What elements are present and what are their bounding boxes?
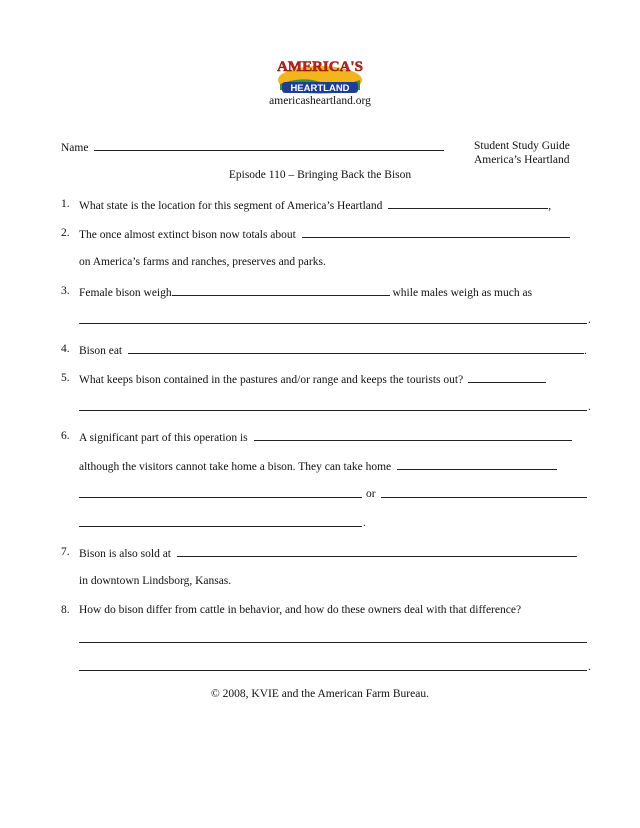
q2-row bbox=[79, 226, 570, 242]
q2-answer[interactable] bbox=[302, 226, 570, 238]
q5-answer[interactable] bbox=[468, 371, 546, 383]
q3-text-2: while males weigh as much as bbox=[392, 287, 533, 299]
q5-end: . bbox=[588, 401, 591, 413]
q6-take-home-answer[interactable] bbox=[397, 458, 557, 470]
q6-row-2 bbox=[79, 458, 557, 474]
episode-title: Episode 110 – Bringing Back the Bison bbox=[228, 169, 412, 181]
q6-or: or bbox=[366, 488, 376, 500]
q3-end: . bbox=[588, 314, 591, 326]
q4-answer[interactable] bbox=[128, 342, 584, 354]
q6-end: . bbox=[363, 517, 366, 529]
q3-female-answer[interactable] bbox=[172, 284, 390, 296]
q6-option-c[interactable] bbox=[79, 526, 362, 527]
q1-end: , bbox=[548, 200, 552, 212]
q8-answer-line1[interactable] bbox=[79, 642, 587, 643]
q1-number: 1. bbox=[61, 198, 70, 210]
q5-answer-line2[interactable] bbox=[79, 410, 587, 411]
q2-continuation: on America’s farms and ranches, preserves and parks. bbox=[79, 256, 326, 268]
footer-copyright: © 2008, KVIE and the American Farm Bureau. bbox=[211, 688, 429, 700]
q6-number: 6. bbox=[61, 430, 70, 442]
q4-number: 4. bbox=[61, 343, 70, 355]
q4-text: Bison eat bbox=[79, 345, 123, 357]
logo-title: AMERICA'S bbox=[277, 59, 363, 75]
q2-number: 2. bbox=[61, 227, 70, 239]
q3-text: Female bison weigh bbox=[79, 287, 172, 299]
guide-line1: Student Study Guide bbox=[474, 140, 570, 152]
q6-text-2: although the visitors cannot take home a bison. They can take home bbox=[79, 461, 392, 473]
q1-row bbox=[79, 197, 551, 213]
q6-text: A significant part of this operation is bbox=[79, 432, 248, 444]
q5-row bbox=[79, 371, 546, 387]
name-label: Name bbox=[61, 142, 89, 154]
q7-number: 7. bbox=[61, 546, 70, 558]
guide-line2: America’s Heartland bbox=[474, 154, 570, 166]
q7-text: Bison is also sold at bbox=[79, 548, 172, 560]
q8-text: How do bison differ from cattle in behavior, and how do these owners deal with that difference? bbox=[79, 604, 522, 616]
logo-subtitle: HEARTLAND bbox=[290, 83, 350, 94]
q3-number: 3. bbox=[61, 285, 70, 297]
q2-text: The once almost extinct bison now totals about bbox=[79, 229, 296, 241]
q8-number: 8. bbox=[61, 604, 70, 616]
q7-continuation: in downtown Lindsborg, Kansas. bbox=[79, 575, 232, 587]
q6-option-b[interactable] bbox=[381, 497, 587, 498]
q6-answer[interactable] bbox=[254, 429, 572, 441]
q8-end: . bbox=[588, 661, 591, 673]
name-row bbox=[61, 139, 444, 155]
q5-text: What keeps bison contained in the pastures and/or range and keeps the tourists out? bbox=[79, 374, 464, 386]
q1-text: What state is the location for this segment of America’s Heartland bbox=[79, 200, 383, 212]
q3-male-answer[interactable] bbox=[79, 323, 587, 324]
q8-answer-line2[interactable] bbox=[79, 670, 587, 671]
q1-answer[interactable] bbox=[388, 197, 548, 209]
q7-row bbox=[79, 545, 577, 561]
q7-answer[interactable] bbox=[177, 545, 577, 557]
name-field[interactable] bbox=[94, 139, 444, 151]
americas-heartland-logo bbox=[272, 50, 368, 96]
q5-number: 5. bbox=[61, 372, 70, 384]
q4-row bbox=[79, 342, 587, 358]
q4-end: . bbox=[584, 345, 587, 357]
q6-row bbox=[79, 429, 572, 445]
site-url: americasheartland.org bbox=[269, 95, 371, 107]
q6-option-a[interactable] bbox=[79, 497, 362, 498]
q3-row bbox=[79, 284, 532, 300]
